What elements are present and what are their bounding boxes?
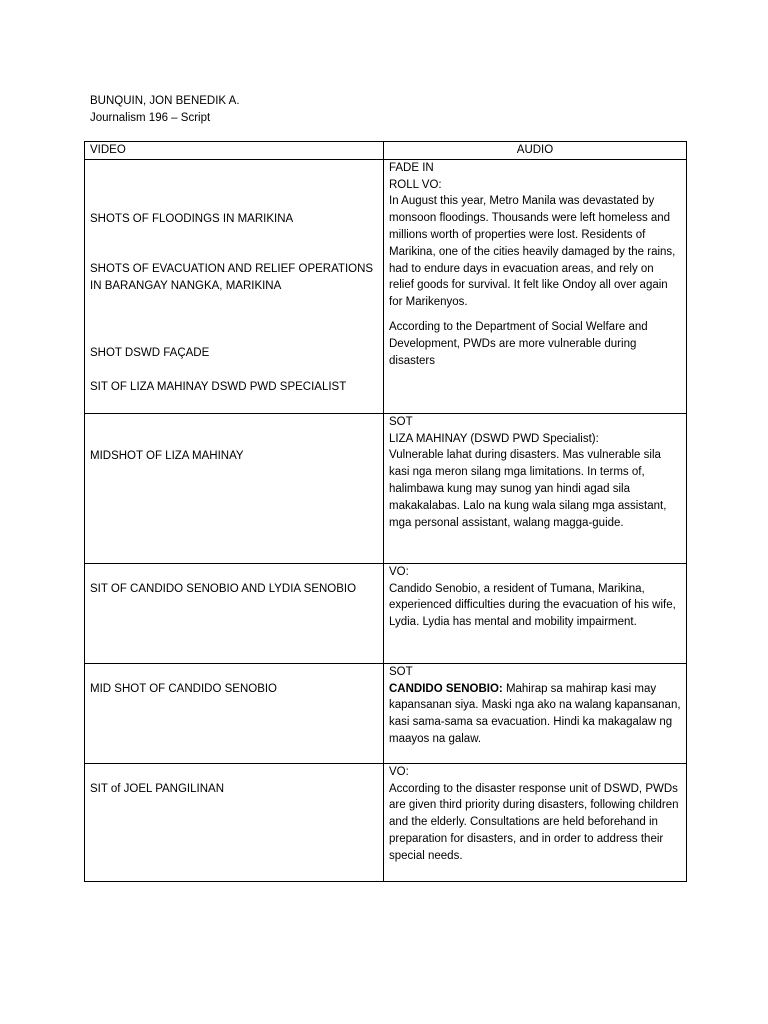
video-column-header: VIDEO bbox=[85, 142, 384, 160]
video-direction: SHOTS OF EVACUATION AND RELIEF OPERATIONS IN BARANGAY NANGKA, MARIKINA bbox=[90, 262, 374, 292]
audio-cue: ROLL VO: bbox=[389, 178, 442, 191]
table-row bbox=[85, 159, 687, 413]
audio-speaker: LIZA MAHINAY (DSWD PWD Specialist): bbox=[389, 432, 599, 445]
author-name: BUNQUIN, JON BENEDIK A. bbox=[90, 95, 240, 107]
audio-narration: According to the Department of Social Welfare and Development, PWDs are more vulnerable during disasters bbox=[389, 320, 648, 367]
audio-speaker: CANDIDO SENOBIO: bbox=[389, 682, 503, 695]
audio-soundbite bbox=[389, 681, 681, 748]
audio-cue: FADE IN bbox=[389, 161, 434, 174]
video-direction: SIT OF LIZA MAHINAY DSWD PWD SPECIALIST bbox=[90, 380, 347, 393]
audio-narration: In August this year, Metro Manila was devastated by monsoon floodings. Thousands were left homeless and millions worth of properties were lost. Residents of Marikina, one of the cities heavily damaged by the rains, had to endure days in evacuation areas, and rely on relief goods for survival. It felt like Ondoy all over again for Marikenyos. bbox=[389, 195, 676, 309]
audio-cell bbox=[384, 159, 687, 413]
table-row bbox=[85, 663, 687, 763]
video-direction: SIT of JOEL PANGILINAN bbox=[90, 782, 224, 795]
audio-soundbite-text: Mahirap sa mahirap kasi may kapansanan siya. Maski nga ako na walang kapansanan, kasi sama-sama sa evacuation. Hindi ka makagalaw ng maayos na galaw. bbox=[389, 682, 681, 745]
video-cell bbox=[85, 159, 384, 413]
video-cell bbox=[85, 413, 384, 563]
video-direction: MIDSHOT OF LIZA MAHINAY bbox=[90, 449, 244, 462]
audio-cue: VO: bbox=[389, 565, 409, 578]
audio-cell bbox=[384, 663, 687, 763]
table-row bbox=[85, 413, 687, 563]
table-row bbox=[85, 763, 687, 881]
audio-soundbite: Vulnerable lahat during disasters. Mas vulnerable sila kasi nga meron silang mga limitations. In terms of, halimbawa kung may sunog yan hindi agad sila makakalabas. Lalo na kung wala silang mga assistant, mga personal assistant, walang magga-guide. bbox=[389, 449, 667, 529]
video-cell bbox=[85, 563, 384, 663]
video-direction: SHOT DSWD FAÇADE bbox=[90, 346, 210, 359]
audio-column-header: AUDIO bbox=[384, 142, 687, 160]
audio-cue: VO: bbox=[389, 765, 409, 778]
video-direction: SIT OF CANDIDO SENOBIO AND LYDIA SENOBIO bbox=[90, 582, 357, 595]
audio-cue: SOT bbox=[389, 665, 413, 678]
table-row bbox=[85, 563, 687, 663]
audio-cell bbox=[384, 763, 687, 881]
audio-narration: Candido Senobio, a resident of Tumana, Marikina, experienced difficulties during the evacuation of his wife, Lydia. Lydia has mental and mobility impairment. bbox=[389, 582, 676, 629]
script-table bbox=[84, 141, 687, 882]
video-cell bbox=[85, 663, 384, 763]
video-direction: MID SHOT OF CANDIDO SENOBIO bbox=[90, 682, 277, 695]
audio-cell bbox=[384, 563, 687, 663]
audio-narration: According to the disaster response unit of DSWD, PWDs are given third priority during disasters, following children and the elderly. Consultations are held beforehand in preparation for disasters, and in order to address their special needs. bbox=[389, 782, 679, 862]
table-header-row bbox=[85, 142, 687, 160]
course-title: Journalism 196 – Script bbox=[90, 112, 211, 124]
video-direction: SHOTS OF FLOODINGS IN MARIKINA bbox=[90, 212, 294, 225]
audio-cell bbox=[384, 413, 687, 563]
audio-cue: SOT bbox=[389, 415, 413, 428]
video-cell bbox=[85, 763, 384, 881]
